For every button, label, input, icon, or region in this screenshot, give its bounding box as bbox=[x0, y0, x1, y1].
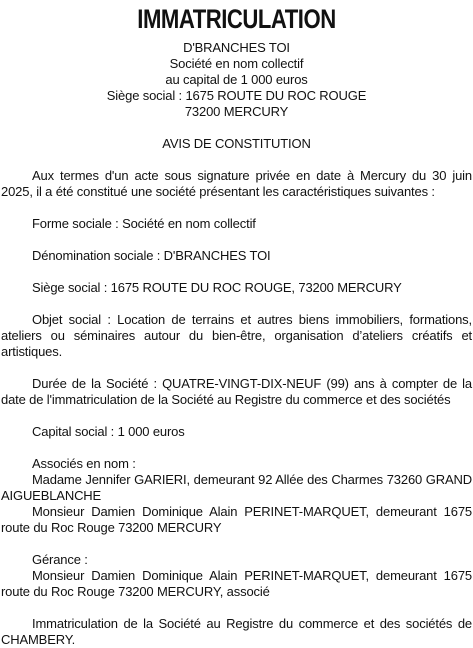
spacer bbox=[1, 408, 472, 424]
notice-body bbox=[0, 40, 473, 648]
notice-title: IMMATRICULATION bbox=[137, 4, 336, 34]
denomination-paragraph: Dénomination sociale : D'BRANCHES TOI bbox=[32, 248, 271, 263]
forme-sociale-paragraph: Forme sociale : Société en nom collectif bbox=[32, 216, 256, 231]
capital-paragraph: Capital social : 1 000 euros bbox=[32, 424, 185, 439]
spacer bbox=[1, 600, 472, 616]
spacer bbox=[1, 360, 472, 376]
company-city: 73200 MERCURY bbox=[184, 104, 289, 119]
immatriculation-paragraph: Immatriculation de la Société au Registre du commerce et des sociétés de CHAMBERY. bbox=[1, 616, 472, 647]
spacer bbox=[1, 296, 472, 312]
spacer bbox=[1, 120, 472, 136]
company-form: Société en nom collectif bbox=[169, 56, 304, 71]
intro-paragraph: Aux termes d'un acte sous signature privée en date à Mercury du 30 juin 2025, il a été constitué une société présentant les caractéristiques suivantes : bbox=[1, 168, 472, 199]
gerant-paragraph: Monsieur Damien Dominique Alain PERINET-MARQUET, demeurant 1675 route du Roc Rouge 73200 MERCURY, associé bbox=[1, 568, 472, 599]
spacer bbox=[1, 264, 472, 280]
company-identity-block bbox=[1, 40, 472, 120]
spacer bbox=[1, 440, 472, 456]
spacer bbox=[1, 200, 472, 216]
notice-heading: AVIS DE CONSTITUTION bbox=[162, 136, 311, 151]
company-capital: au capital de 1 000 euros bbox=[165, 72, 308, 87]
duree-paragraph: Durée de la Société : QUATRE-VINGT-DIX-NEUF (99) ans à compter de la date de l'immatriculation de la Société au Registre du commerce et des sociétés bbox=[1, 376, 472, 407]
associe-1-paragraph: Madame Jennifer GARIERI, demeurant 92 Allée des Charmes 73260 GRAND AIGUEBLANCHE bbox=[1, 472, 472, 503]
associe-2-paragraph: Monsieur Damien Dominique Alain PERINET-MARQUET, demeurant 1675 route du Roc Rouge 73200 MERCURY bbox=[1, 504, 472, 535]
spacer bbox=[1, 536, 472, 552]
gerance-label: Gérance : bbox=[32, 552, 88, 567]
objet-paragraph: Objet social : Location de terrains et autres biens immobiliers, formations, ateliers ou séminaires autour du bien-être, organisation d’ateliers créatifs et artistiques. bbox=[1, 312, 472, 359]
siege-paragraph: Siège social : 1675 ROUTE DU ROC ROUGE, 73200 MERCURY bbox=[32, 280, 402, 295]
company-address: Siège social : 1675 ROUTE DU ROC ROUGE bbox=[106, 88, 367, 103]
spacer bbox=[1, 152, 472, 168]
company-name: D'BRANCHES TOI bbox=[183, 40, 290, 55]
spacer bbox=[1, 232, 472, 248]
associes-label: Associés en nom : bbox=[32, 456, 136, 471]
